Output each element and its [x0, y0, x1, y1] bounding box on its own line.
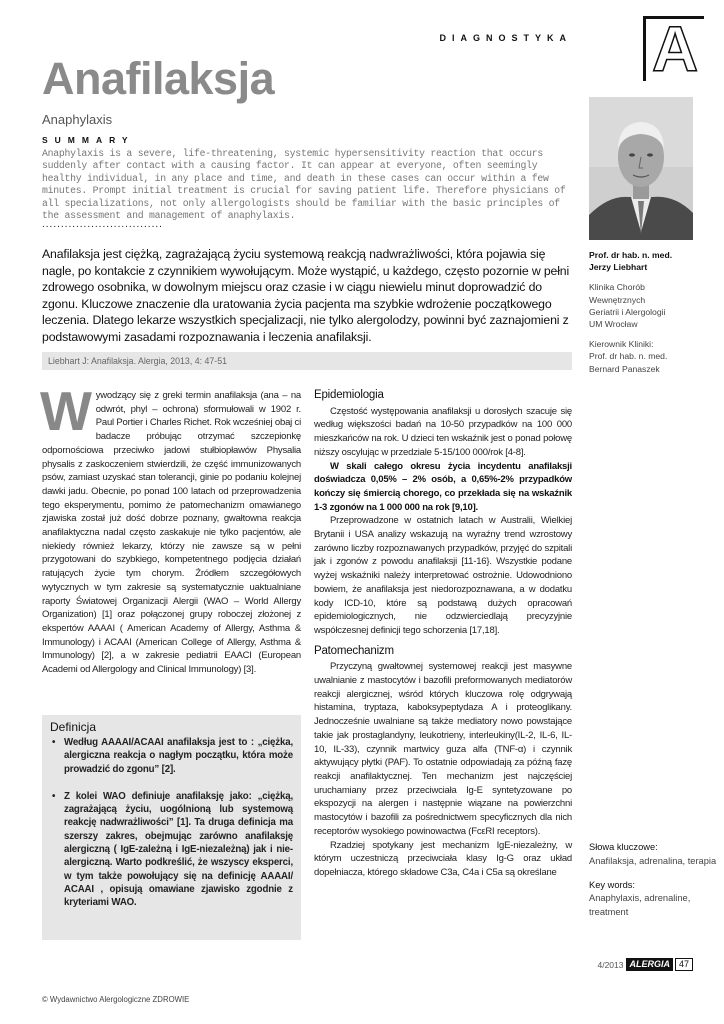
summary-text: Anaphylaxis is a severe, life-threatening, systemic hypersensitivity reaction that occurs suddenly after contact with a causing factor. It can appear at everyone, often seemingly healthy individual, in any place and time, and death in these cases can occur within a few minutes. Prompt initial treatment is crucial for saving patient life. Therefore physicians of all specializations, not only allergologists should be familiar with the basic principles of the assessment and management of anaphylaxis.: [42, 148, 566, 222]
affiliation-line: Wewnętrznych: [589, 294, 646, 305]
keywords-pl: Anafilaksja, adrenalina, terapia: [589, 855, 717, 866]
definition-item: • Według AAAAI/ACAAI anafilaksja jest to : „ciężka, alergiczna reakcja o nagłym początku, która może prowadzić do zgonu” [2].: [64, 736, 293, 776]
body-column-left: [40, 380, 301, 677]
article-subtitle: Anaphylaxis: [42, 112, 113, 127]
head-name: Bernard Panaszek: [589, 363, 660, 374]
copyright: © Wydawnictwo Alergologiczne ZDROWIE: [42, 995, 190, 1004]
page-number: 47: [675, 958, 693, 971]
citation-bar: Liebhart J: Anafilaksja. Alergia, 2013, 4: 47-51: [42, 352, 572, 370]
article-title: Anafilaksja: [42, 53, 275, 104]
drop-cap: W: [40, 380, 92, 442]
body-column-right: [314, 389, 572, 880]
section-tag: DIAGNOSTYKA: [439, 33, 572, 43]
affiliation-line: UM Wrocław: [589, 319, 638, 330]
definition-list: [50, 736, 293, 910]
keywords-pl-heading: Słowa kluczowe:: [589, 842, 658, 852]
author-name: Jerzy Liebhart: [589, 262, 648, 273]
head-degree: Prof. dr hab. n. med.: [589, 351, 668, 362]
keywords-block: [589, 841, 719, 930]
issue-number: 4/2013: [597, 959, 624, 970]
affiliation-line: Geriatrii i Alergologii: [589, 306, 666, 317]
intro-paragraph: ywodzący się z greki termin anafilaksja (ana – na odwrót, phyl – ochrona) sformułowali w 1902 r. Paul Portier i Charles Richet. Rok wcześniej obaj ci badacze próbując otrzymać szczepionkę odpornościowa przeciwko jadowi stułbiopławów Physalia physalis z zaskoczeniem stwierdzili, że część immunizowanych psów, zamiast uzyskać stan tolerancji, ginie po podaniu kolejnej dawki jadu. Obecnie, po ponad 100 latach od przeprowadzenia tego eksperymentu, pomimo że patomechanizm omawianego zjawiska został już dość dobrze poznany, gwałtowna reakcja anafilaktyczna nadal często zaskakuje nie tylko pacjentów, ale niekiedy również lekarzy, którzy nie zawsze są w pełni przygotowani do szybkiego, kompetentnego podjęcia działań ratujących życie tym chorym. Źródłem szczegółowych wytycznych w tym zakresie są systematycznie uaktualniane raporty Światowej Organizacji Alergii (WAO – World Allergy Organization) [1] oraz połączonej grupy roboczej złożonej z ekspertów AAAAI ( American Academy of Allergy, Asthma & Immunology) i ACAAI (American College of Allergy, Asthma & Immunology) [2], a w zakresie pediatrii EAACI (European Academi od Allergology and Clinical Immunology) [3].: [42, 390, 301, 676]
corner-letter-logo: [643, 13, 704, 85]
keywords-en-heading: Key words:: [589, 879, 635, 890]
affiliation-line: Klinika Chorób: [589, 282, 645, 293]
author-degree: Prof. dr hab. n. med.: [589, 250, 673, 260]
author-info: [589, 249, 719, 383]
keywords-en: Anaphylaxis, adrenaline, treatment: [589, 893, 691, 918]
head-label: Kierownik Kliniki:: [589, 339, 654, 350]
epidemiology-bold-paragraph: W skali całego okresu życia incydentu anafilaksji doświadcza 0,05% – 2% osób, a 0,65%-2% przypadków kończy się śmiercią chorego, co przekłada się na wskaźnik 1-3 zgonów na 1 000 000 na rok [9,10].: [314, 460, 572, 513]
summary-heading: SUMMARY: [42, 135, 135, 145]
page-footer: [597, 958, 693, 971]
author-photo: [589, 97, 693, 240]
epidemiology-heading: Epidemiologia: [314, 389, 384, 401]
author-portrait-image: [589, 97, 693, 240]
pathomechanism-paragraph: Rzadziej spotykany jest mechanizm IgE-niezależny, w którym uczestniczą przeciwciała klasy Ig-G oraz układ dopełniacza, którego składowe C3a, C4a i C5a są określane: [314, 839, 572, 878]
definition-item: • Z kolei WAO definiuje anafilaksję jako: „ciężką, zagrażającą życiu, uogólnioną lub systemową reakcję nadwrażliwości” [1]. Ta druga definicja ma szerszy zakres, obejmując zarówno anafilaksję alergiczną ( IgE-zależną i IgE-niezależną) jak i nie-alergiczną. Warto podkreślić, że wszyscy eksperci, w tym także powołujący się na definicję AAAAI/ ACAAI , opisują omawiane zjawisko zgodnie z kryteriami WAO.: [64, 790, 293, 910]
lead-paragraph: Anafilaksja jest ciężką, zagrażającą życiu systemową reakcją nadwrażliwości, która pojawia się nagle, po kontakcie z czynnikiem wywołującym. Może wystąpić, u każdego, często pozornie w pełni zdrowego osobnika, w dowolnym miejscu oraz czasie i w ciągu niewielu minut doprowadzić do zgonu. Kluczowe znaczenie dla uratowania życia pacjenta ma szybkie wdrożenie początkowego leczenia. Dlatego lekarze wszystkich specjalizacji, nie tylko alergolodzy, powinni być zaznajomieni z podstawowymi zasadami rozpoznawania i leczenia anafilaksji.: [42, 247, 570, 344]
definition-box: [42, 715, 301, 940]
corner-letter: A: [652, 13, 699, 85]
definition-heading: Definicja: [50, 720, 97, 734]
epidemiology-paragraph: Częstość występowania anafilaksji u dorosłych szacuje się według większości badań na 10-50 przypadków na 100 000 mieszkańców na rok. U dzieci ten wskaźnik jest o ponad połowę niższy oscylując w przedziale 5-15/100 000/rok [4-8].: [314, 405, 572, 458]
separator-dots: ................................: [42, 219, 163, 230]
epidemiology-paragraph: Przeprowadzone w ostatnich latach w Australii, Wielkiej Brytanii i USA analizy wskazują na wyraźny trend wzrostowy zarówno liczby rozpoznawanych przypadków, przyjęć do szpitali jak i zgonów z powodu anafilaksji [11-16}. Wszystkie podane wyżej wskaźniki należy interpretować ostrożnie. Udowodniono bowiem, że anafilaksja jest niedorozpoznawana, a w dodatku kody ICD-10, które są podstawą dużych opracowań epidemiologicznych, nie odzwierciedlają precyzyjnie współczesnej definicji tego schorzenia [17,18].: [314, 515, 572, 636]
pathomechanism-paragraph: Przyczyną gwałtownej systemowej reakcji jest masywne uwalnianie z mastocytów i bazofili preformowanych mediatorów reakcji alergicznej, wśród których kluczowa rolę odgrywają histamina, tryptaza, kaboksypeptydaza A i proteoglikany. Jednocześnie uwalniane są także mediatory nowo powstające takie jak prostaglandyny, leukotrieny, interleukiny(IL-2, IL-6, IL-10, IL-33), czynnik martwicy guza alfa (TNF-α) i czynnik aktywujący płytki (PAF). To ostatnie odpowiadają za późną fazę reakcji anafilaktycznej. Ten mechanizm jest najczęściej uruchamiany przez przeciwciała Ig-E syntetyzowane po ekspozycji na alergen i następnie wiązane na powierzchni mastocytów i bazofili za pośrednictwem specyficznych dla nich receptorów wysokiego powinowactwa (FcεRI receptors).: [314, 661, 572, 837]
pathomechanism-heading: Patomechanizm: [314, 644, 394, 657]
journal-name: ALERGIA: [626, 958, 673, 971]
